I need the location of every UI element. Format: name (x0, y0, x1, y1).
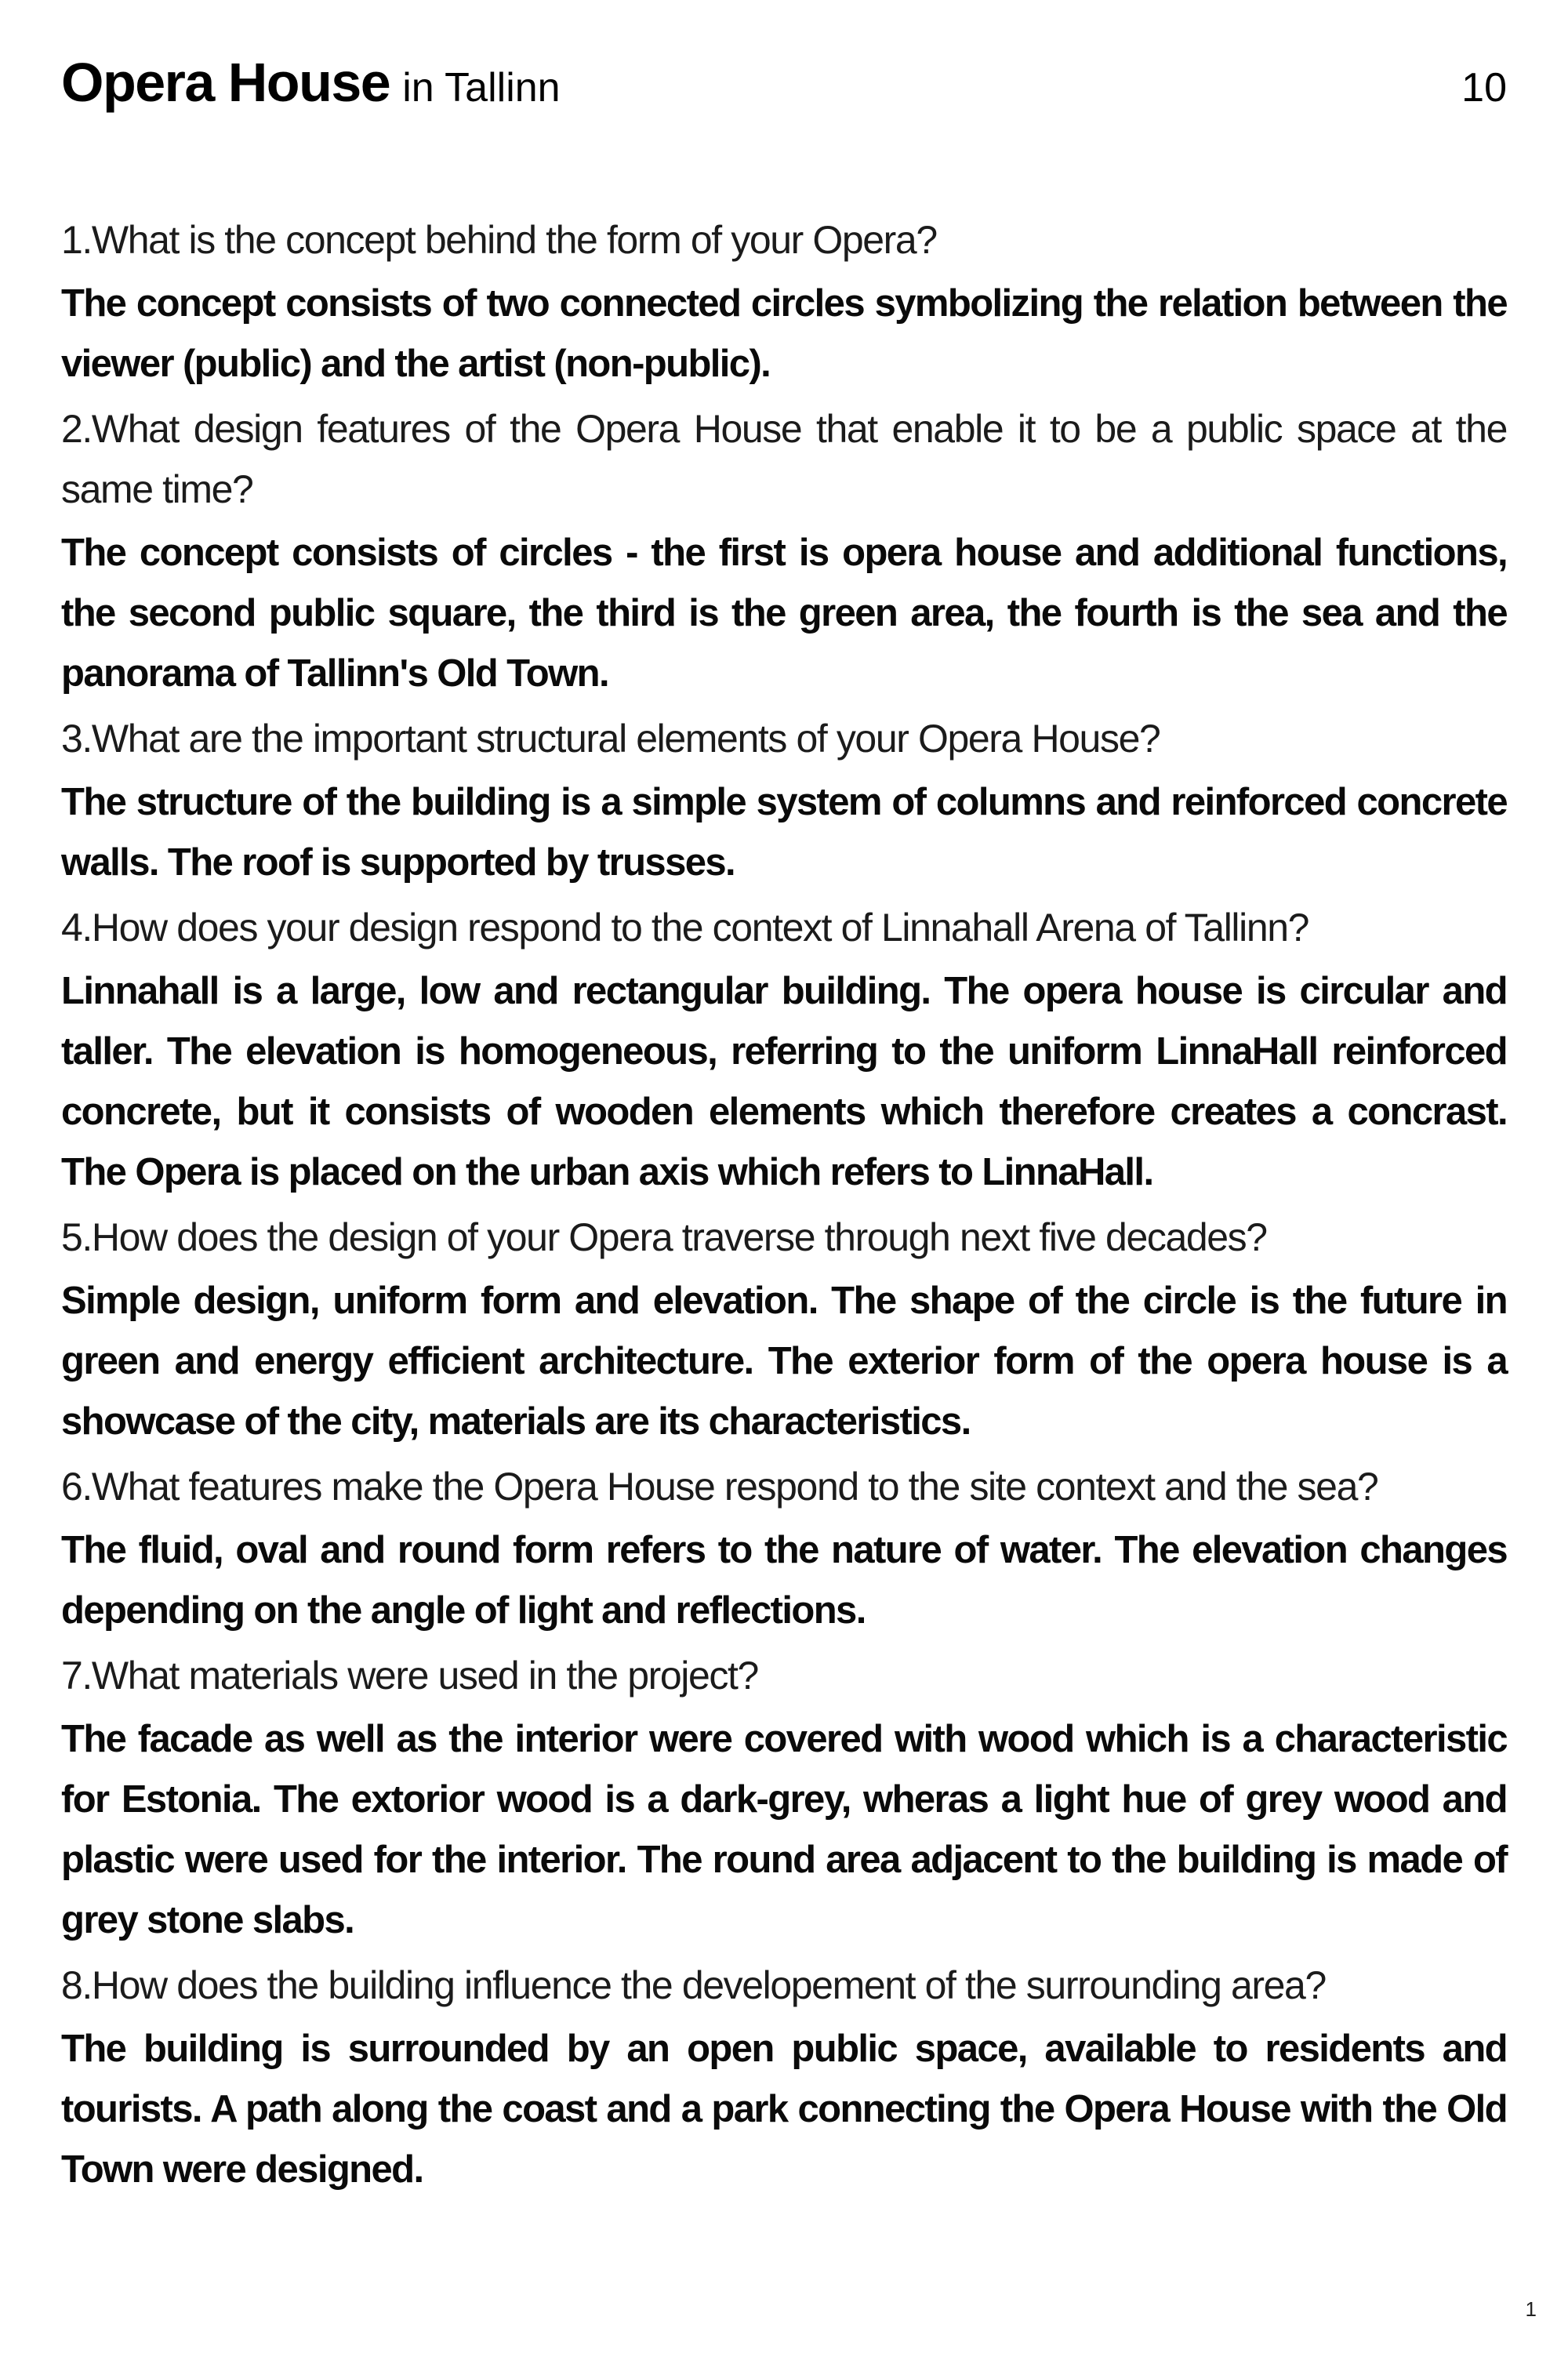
question-text: 1.What is the concept behind the form of your Opera? (61, 218, 937, 262)
answer-text: The structure of the building is a simple system of columns and reinforced concrete walls. The roof is supported by trusses. (61, 781, 1507, 884)
question-text: 6.What features make the Opera House respond to the site context and the sea? (61, 1465, 1378, 1509)
question-text: 8.How does the building influence the developement of the surrounding area? (61, 1963, 1326, 2007)
page-header (61, 52, 1507, 141)
answer-text: The concept consists of circles - the first is opera house and additional functions, the second public square, the third is the green area, the fourth is the sea and the panorama of Tallinn's Old Town. (61, 532, 1507, 695)
question-text: 7.What materials were used in the project? (61, 1654, 758, 1698)
qa-item-2 (61, 399, 1507, 704)
answer-text: The concept consists of two connected circles symbolizing the relation between the viewer (public) and the artist (non-public). (61, 282, 1507, 385)
qa-item-7 (61, 1646, 1507, 1951)
qa-list (61, 210, 1507, 2205)
answer-text: Linnahall is a large, low and rectangular building. The opera house is circular and taller. The elevation is homogeneous, referring to the uniform LinnaHall reinforced concrete, but it consists of wooden elements which therefore creates a concrast. The Opera is placed on the urban axis which refers to LinnaHall. (61, 970, 1507, 1193)
footer-page-index: 1 (1525, 2297, 1537, 2321)
qa-item-5 (61, 1207, 1507, 1452)
qa-item-8 (61, 1955, 1507, 2200)
qa-item-3 (61, 709, 1507, 893)
question-text: 3.What are the important structural elements of your Opera House? (61, 717, 1160, 761)
qa-item-4 (61, 898, 1507, 1203)
answer-text: The building is surrounded by an open public space, available to residents and tourists. A path along the coast and a park connecting the Opera House with the Old Town were designed. (61, 2028, 1507, 2191)
answer-text: Simple design, uniform form and elevation. The shape of the circle is the future in green and energy efficient architecture. The exterior form of the opera house is a showcase of the city, materials are its characteristics. (61, 1280, 1507, 1443)
question-text: 4.How does your design respond to the context of Linnahall Arena of Tallinn? (61, 906, 1309, 950)
answer-text: The facade as well as the interior were covered with wood which is a characteristic for Estonia. The extorior wood is a dark-grey, wheras a light hue of grey wood and plastic were used for the interior. The round area adjacent to the building is made of grey stone slabs. (61, 1718, 1507, 1941)
document-title (61, 52, 561, 113)
title-subtitle: in Tallinn (402, 65, 561, 111)
qa-item-6 (61, 1457, 1507, 1641)
qa-item-1 (61, 210, 1507, 394)
question-text: 5.How does the design of your Opera traverse through next five decades? (61, 1215, 1267, 1259)
page-number: 10 (1461, 65, 1507, 111)
answer-text: The fluid, oval and round form refers to the nature of water. The elevation changes depending on the angle of light and reflections. (61, 1529, 1507, 1632)
title-main: Opera House (61, 52, 390, 113)
question-text: 2.What design features of the Opera House that enable it to be a public space at the same time? (61, 407, 1507, 511)
